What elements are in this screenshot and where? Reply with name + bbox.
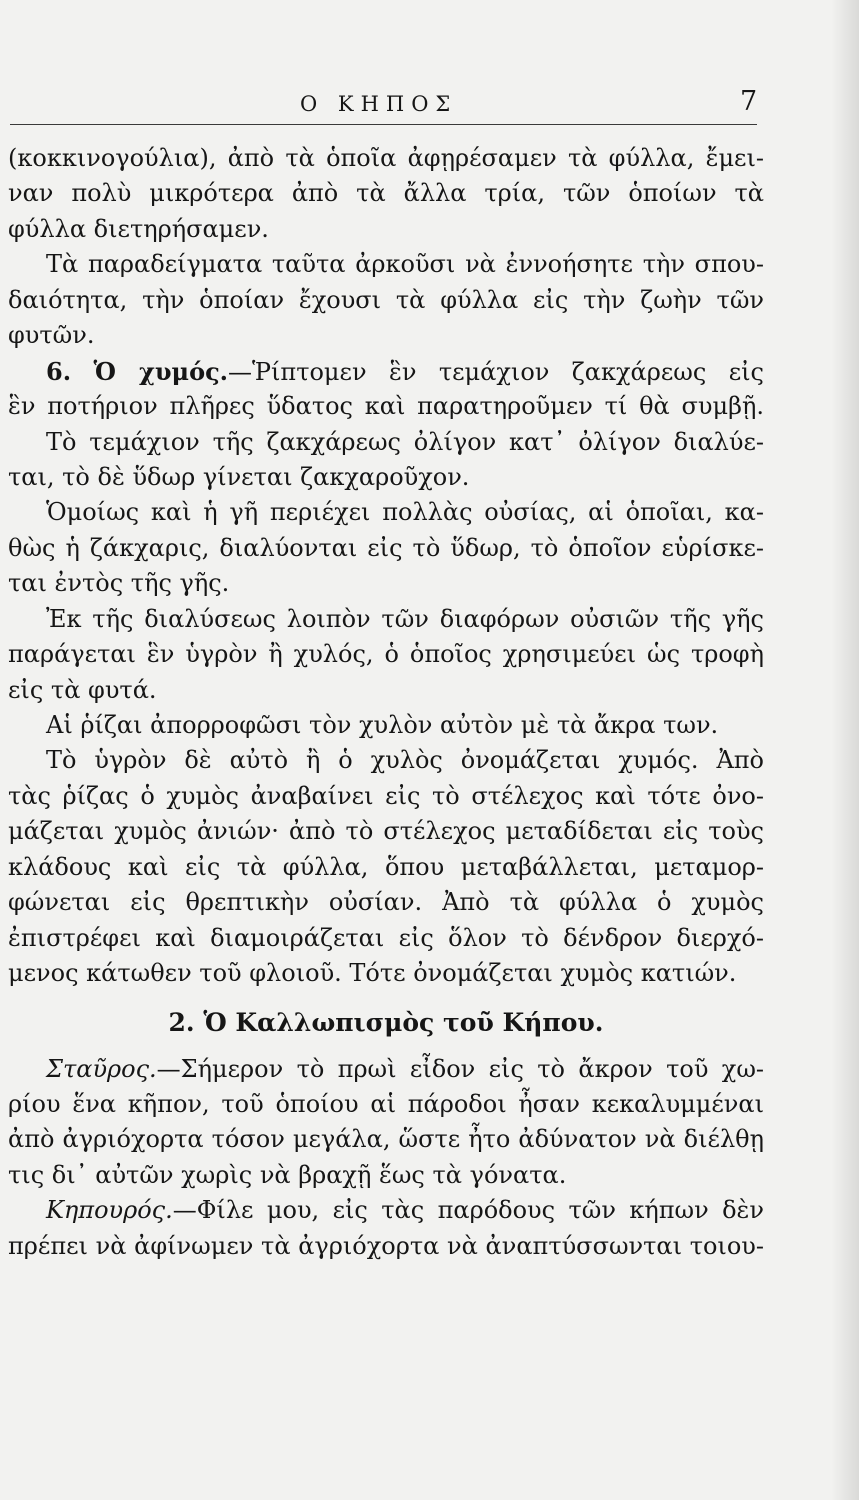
text-line: δαιότητα, τὴν ὁποίαν ἔχουσι τὰ φύλλα εἰς τὴν ζωὴν τῶν xyxy=(8,285,764,314)
text-line: Τὰ παραδείγματα ταῦτα ἀρκοῦσι νὰ ἐννοήσητε τὴν σπου- xyxy=(46,250,764,279)
text-line: ἐπιστρέφει καὶ διαμοιράζεται εἰς ὅλον τὸ δένδρον διερχό- xyxy=(8,923,764,952)
section-heading-number: 2. xyxy=(168,1007,195,1037)
text-line: τὰς ῥίζας ὁ χυμὸς ἀναβαίνει εἰς τὸ στέλεχος καὶ τότε ὀνο- xyxy=(8,781,764,810)
speaker-name: Σταῦρος. xyxy=(46,1054,157,1083)
running-head xyxy=(0,86,859,126)
section-heading-title: Ὁ Καλλωπισμὸς τοῦ Κήπου. xyxy=(203,1007,604,1037)
text-line: εἰς τὰ φυτά. xyxy=(8,675,157,704)
dialogue-line xyxy=(8,1052,764,1087)
section-heading xyxy=(8,998,764,1048)
text-line: κλάδους καὶ εἰς τὰ φύλλα, ὅπου μεταβάλλεται, μεταμορ- xyxy=(8,852,764,881)
text-line: παράγεται ἓν ὑγρὸν ἢ χυλός, ὁ ὁποῖος χρησιμεύει ὡς τροφὴ xyxy=(8,640,764,669)
section-title: Ὁ χυμός. xyxy=(93,356,229,386)
section-6-first-line-text: —Ῥίπτομεν ἓν τεμάχιον ζακχάρεως εἰς xyxy=(228,357,764,386)
speaker-name: Κηπουρός. xyxy=(46,1196,173,1225)
section-6-first-line xyxy=(8,354,764,389)
running-title: Ο ΚΗΠΟΣ xyxy=(300,92,458,116)
text-line: ἓν ποτήριον πλῆρες ὕδατος καὶ παρατηροῦμεν τί θὰ συμβῇ. xyxy=(8,392,764,421)
text-line: Ἐκ τῆς διαλύσεως λοιπὸν τῶν διαφόρων οὐσιῶν τῆς γῆς xyxy=(46,604,764,633)
text-line: (κοκκινογούλια), ἀπὸ τὰ ὁποῖα ἀφῃρέσαμεν τὰ φύλλα, ἔμει- xyxy=(8,144,764,172)
text-line: Τὸ τεμάχιον τῆς ζακχάρεως ὀλίγον κατ᾽ ὀλίγον διαλύε- xyxy=(46,427,764,456)
page-number: 7 xyxy=(740,86,758,117)
text-line: μάζεται χυμὸς ἀνιών· ἀπὸ τὸ στέλεχος μεταδίδεται εἰς τοὺς xyxy=(8,817,764,846)
section-number: 6. xyxy=(46,356,72,386)
text-line: ναν πολὺ μικρότερα ἀπὸ τὰ ἄλλα τρία, τῶν ὁποίων τὰ xyxy=(8,179,764,208)
text-line: φύλλα διετηρήσαμεν. xyxy=(8,214,269,243)
text-line: φώνεται εἰς θρεπτικὴν οὐσίαν. Ἀπὸ τὰ φύλλα ὁ χυμὸς xyxy=(8,888,764,917)
text-line: πρέπει νὰ ἀφίνωμεν τὰ ἀγριόχορτα νὰ ἀναπτύσσωνται τοιου- xyxy=(8,1231,764,1260)
page-edge-shadow xyxy=(831,0,859,1500)
text-line: θὼς ἡ ζάκχαρις, διαλύονται εἰς τὸ ὕδωρ, τὸ ὁποῖον εὑρίσκε- xyxy=(8,533,764,562)
text-line: ἀπὸ ἀγριόχορτα τόσον μεγάλα, ὥστε ἦτο ἀδύνατον νὰ διέλθῃ xyxy=(8,1125,764,1154)
text-line: μενος κάτωθεν τοῦ φλοιοῦ. Τότε ὀνομάζεται χυμὸς κατιών. xyxy=(8,959,737,988)
dialogue-line xyxy=(8,1193,764,1228)
text-line: Τὸ ὑγρὸν δὲ αὐτὸ ἢ ὁ χυλὸς ὀνομάζεται χυμός. Ἀπὸ xyxy=(46,746,764,775)
text-line: ρίου ἕνα κῆπον, τοῦ ὁποίου αἱ πάροδοι ἦσαν κεκαλυμμέναι xyxy=(8,1089,764,1118)
header-rule xyxy=(10,124,757,125)
text-line: Αἱ ῥίζαι ἀπορροφῶσι τὸν χυλὸν αὐτὸν μὲ τὰ ἄκρα των. xyxy=(46,711,719,739)
text-line: φυτῶν. xyxy=(8,321,95,350)
speech-text: —Σήμερον τὸ πρωὶ εἶδον εἰς τὸ ἄκρον τοῦ χω- xyxy=(156,1054,764,1083)
speech-text: —Φίλε μου, εἰς τὰς παρόδους τῶν κήπων δὲν xyxy=(172,1196,764,1225)
text-line: ται, τὸ δὲ ὕδωρ γίνεται ζακχαροῦχον. xyxy=(8,462,470,491)
text-line: Ὁμοίως καὶ ἡ γῆ περιέχει πολλὰς οὐσίας, αἱ ὁποῖαι, κα- xyxy=(46,498,764,527)
text-line: ται ἐντὸς τῆς γῆς. xyxy=(8,569,230,598)
text-line: τις δι᾽ αὐτῶν χωρὶς νὰ βραχῇ ἕως τὰ γόνατα. xyxy=(8,1160,567,1189)
body-text xyxy=(8,141,764,1264)
